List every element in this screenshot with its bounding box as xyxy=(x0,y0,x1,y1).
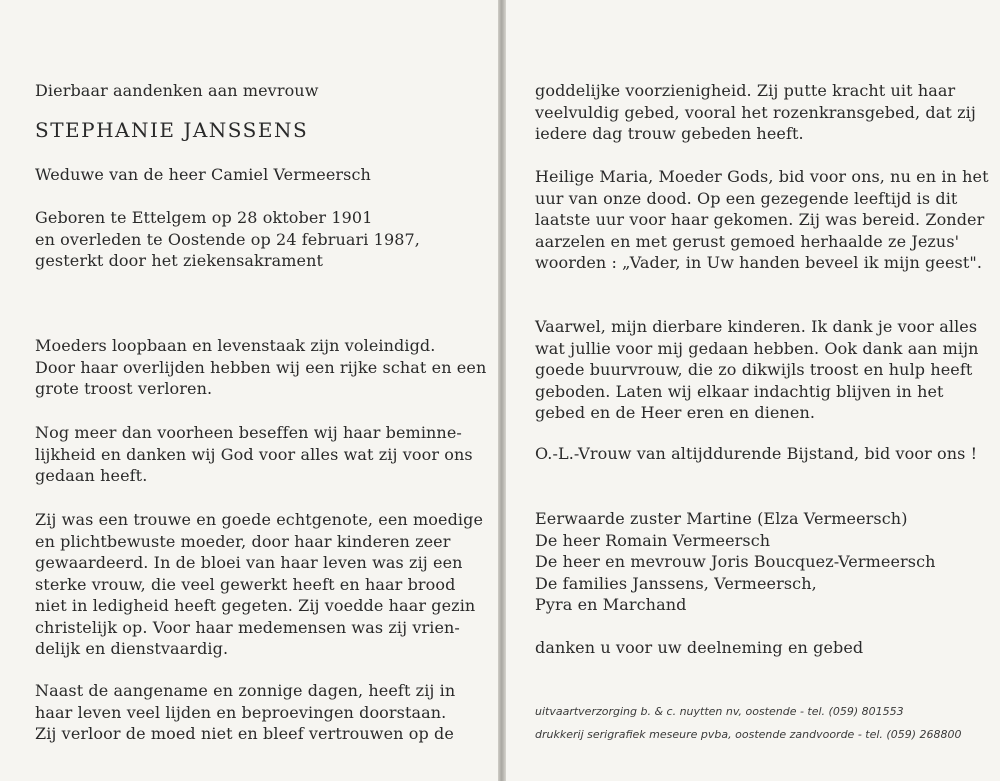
text-line: Zij verloor de moed niet en bleef vertrouwen op de xyxy=(35,724,454,743)
text-line: Moeders loopbaan en levenstaak zijn voleindigd. xyxy=(35,336,436,355)
text-line: Nog meer dan voorheen beseffen wij haar beminne- xyxy=(35,423,462,442)
printer-credit: drukkerij serigrafiek meseure pvba, oostende zandvoorde - tel. (059) 268800 xyxy=(535,728,962,741)
birth-death-block xyxy=(35,207,420,272)
paragraph-1 xyxy=(35,335,486,400)
text-line: veelvuldig gebed, vooral het rozenkransgebed, dat zij xyxy=(535,102,976,122)
text-line: gewaardeerd. In de bloei van haar leven was zij een xyxy=(35,553,463,572)
text-line: haar leven veel lijden en beproevingen doorstaan. xyxy=(35,702,447,722)
text-line: en plichtbewuste moeder, door haar kinderen zeer xyxy=(35,531,451,551)
paragraph-3 xyxy=(35,509,483,660)
text-line: Geboren te Ettelgem op 28 oktober 1901 xyxy=(35,208,373,227)
family-member: De families Janssens, Vermeersch, xyxy=(535,573,817,593)
text-line: geboden. Laten wij elkaar indachtig blijven in het xyxy=(535,381,944,401)
text-line: Zij was een trouwe en goede echtgenote, een moedige xyxy=(35,510,484,529)
text-line: woorden : „Vader, in Uw handen beveel ik mijn geest". xyxy=(535,253,983,272)
text-line: gesterkt door het ziekensakrament xyxy=(35,251,324,270)
prayer-line: O.-L.-Vrouw van altijddurende Bijstand, bid voor ons ! xyxy=(535,444,978,463)
right-paragraph-1 xyxy=(535,80,976,145)
paragraph-4 xyxy=(35,680,455,745)
deceased-name: STEPHANIE JANSSENS xyxy=(35,118,309,142)
text-line: en overleden te Oostende op 24 februari 1987, xyxy=(35,229,420,249)
right-paragraph-2 xyxy=(535,166,989,274)
family-member: De heer Romain Vermeersch xyxy=(535,530,771,550)
text-line: niet in ledigheid heeft gegeten. Zij voedde haar gezin xyxy=(35,596,476,615)
text-line: laatste uur voor haar gekomen. Zij was bereid. Zonder xyxy=(535,210,985,229)
text-line: sterke vrouw, die veel gewerkt heeft en haar brood xyxy=(35,574,456,594)
text-line: Naast de aangename en zonnige dagen, heeft zij in xyxy=(35,681,456,700)
intro-line: Dierbaar aandenken aan mevrouw xyxy=(35,81,319,100)
text-line: Vaarwel, mijn dierbare kinderen. Ik dank je voor alles xyxy=(535,317,978,336)
family-member: Pyra en Marchand xyxy=(535,595,687,614)
text-line: aarzelen en met gerust gemoed herhaalde ze Jezus' xyxy=(535,231,960,251)
text-line: lijkheid en danken wij God voor alles wat zij voor ons xyxy=(35,444,473,464)
text-line: gedaan heeft. xyxy=(35,466,148,485)
text-line: grote troost verloren. xyxy=(35,379,213,398)
widow-line: Weduwe van de heer Camiel Vermeersch xyxy=(35,165,371,184)
thanks-line: danken u voor uw deelneming en gebed xyxy=(535,638,864,657)
family-member: Eerwaarde zuster Martine (Elza Vermeersch) xyxy=(535,509,908,528)
text-line: iedere dag trouw gebeden heeft. xyxy=(535,124,804,143)
text-line: gebed en de Heer eren en dienen. xyxy=(535,403,816,422)
text-line: goede buurvrouw, die zo dikwijls troost en hulp heeft xyxy=(535,360,973,379)
funeral-director-credit: uitvaartverzorging b. & c. nuytten nv, oostende - tel. (059) 801553 xyxy=(535,705,904,718)
text-line: wat jullie voor mij gedaan hebben. Ook dank aan mijn xyxy=(535,338,979,358)
paragraph-2 xyxy=(35,422,473,487)
text-line: uur van onze dood. Op een gezegende leeftijd is dit xyxy=(535,188,958,208)
page-fold xyxy=(498,0,506,781)
text-line: Door haar overlijden hebben wij een rijke schat en een xyxy=(35,357,487,377)
text-line: christelijk op. Voor haar medemensen was zij vrien- xyxy=(35,617,460,637)
right-paragraph-3 xyxy=(535,316,979,424)
text-line: Heilige Maria, Moeder Gods, bid voor ons, nu en in het xyxy=(535,167,989,186)
family-list xyxy=(535,508,936,616)
text-line: goddelijke voorzienigheid. Zij putte kracht uit haar xyxy=(535,81,956,100)
text-line: delijk en dienstvaardig. xyxy=(35,639,229,658)
family-member: De heer en mevrouw Joris Boucquez-Vermeersch xyxy=(535,552,936,571)
